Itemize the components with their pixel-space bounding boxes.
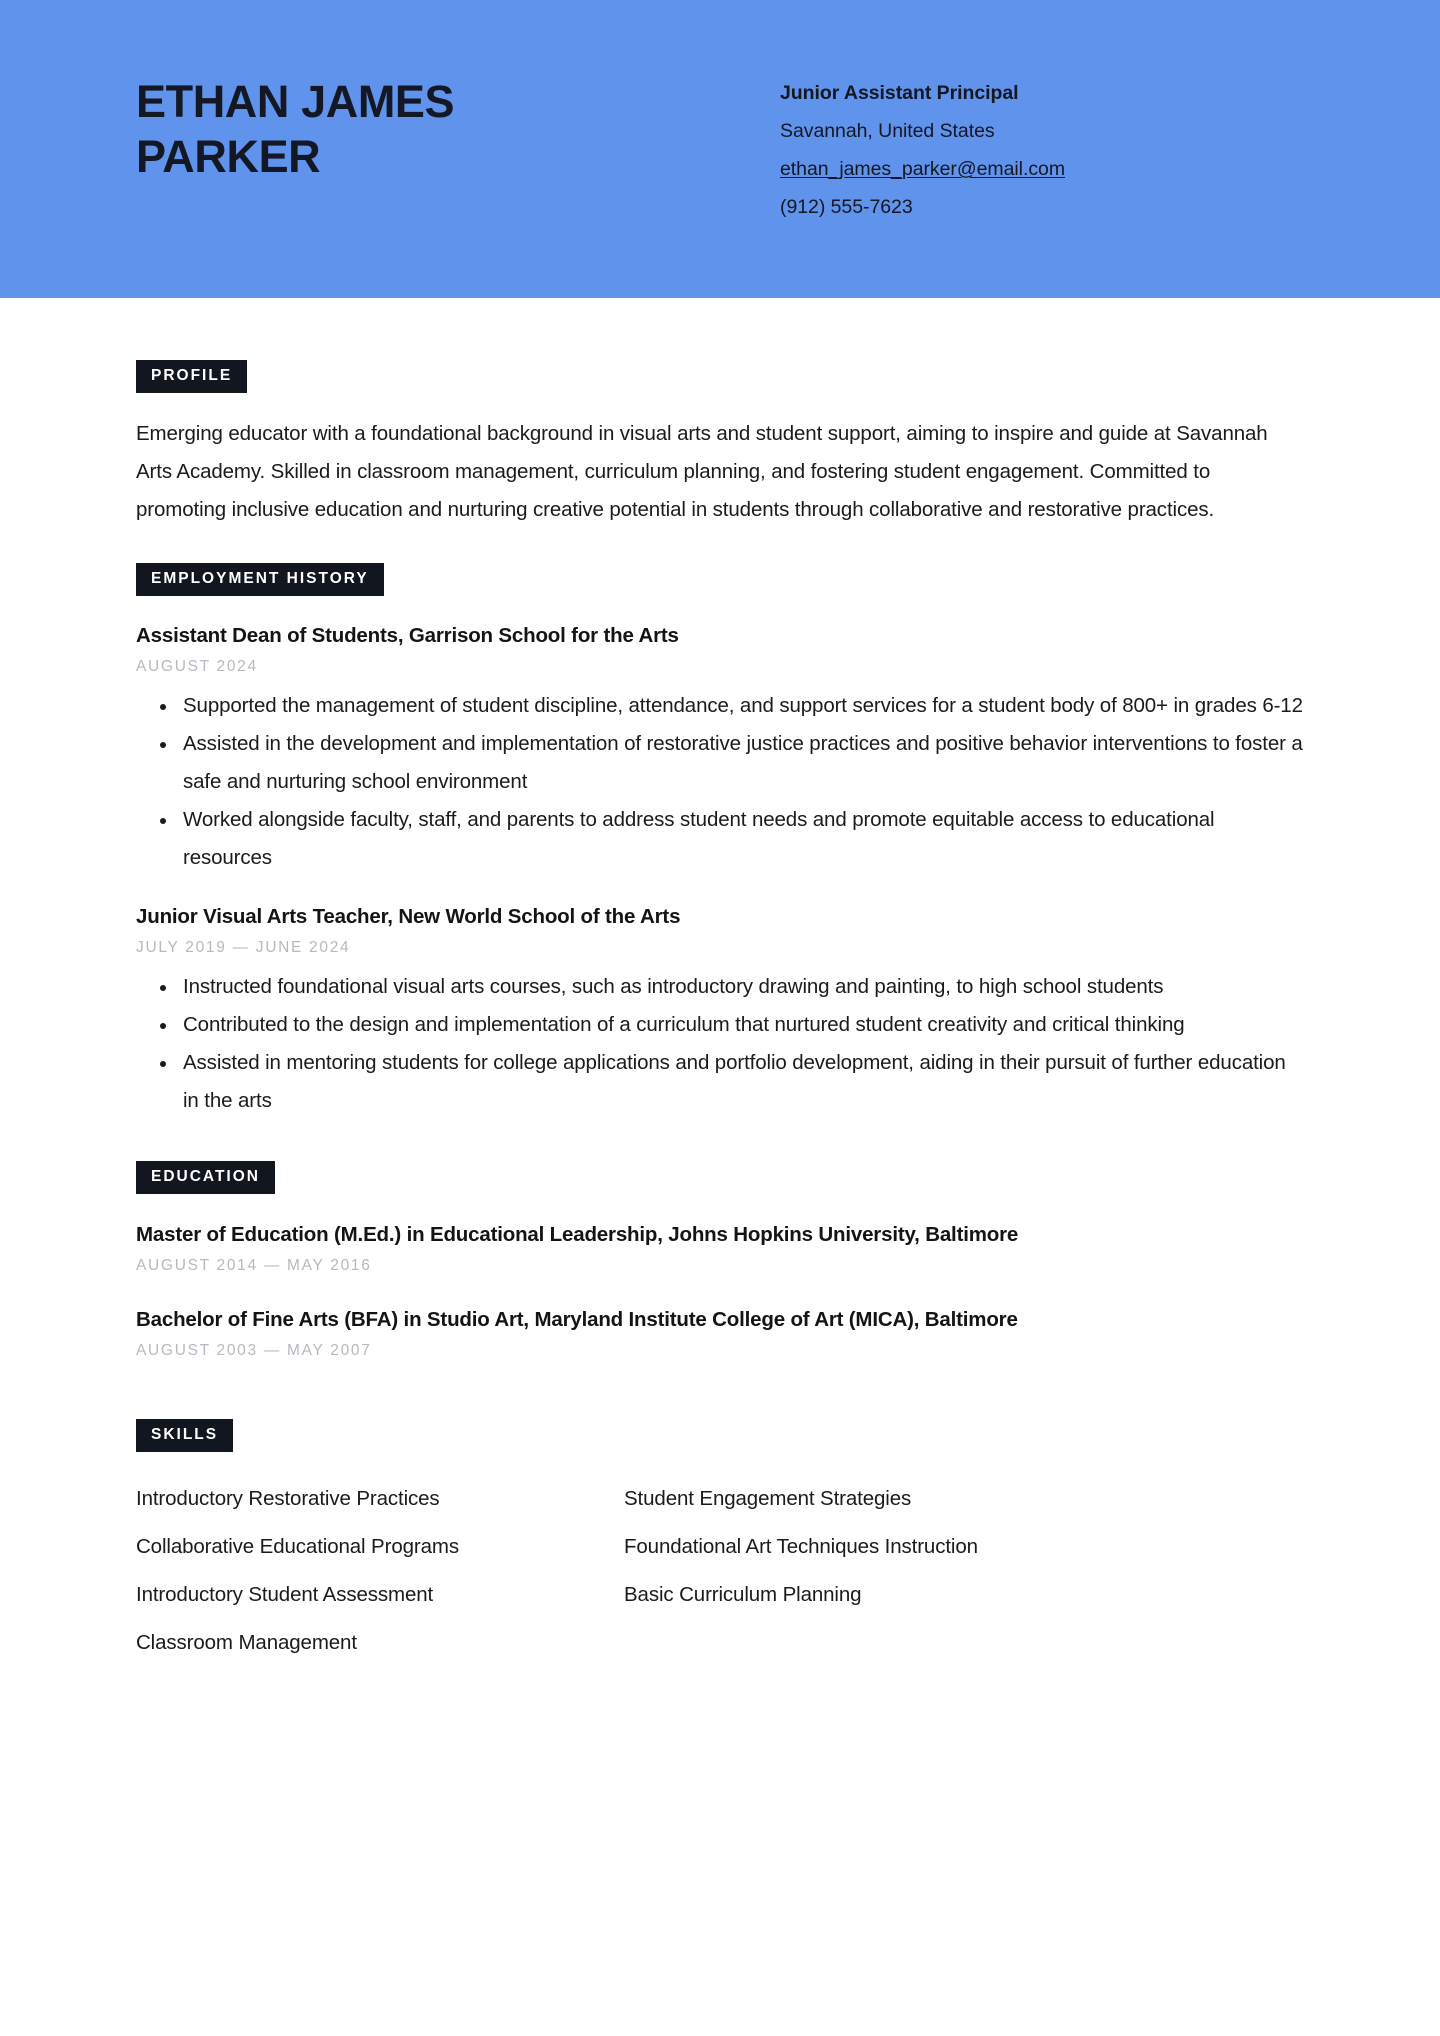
list-item: Assisted in the development and implementation of restorative justice practices and positive behavior interventions to foster a safe and nurturing school environment <box>183 725 1303 801</box>
candidate-name <box>136 74 556 184</box>
employment-entry-bullets <box>136 968 1304 1120</box>
section-profile <box>136 360 1304 529</box>
section-badge-employment-history: EMPLOYMENT HISTORY <box>136 563 384 596</box>
list-item: Worked alongside faculty, staff, and parents to address student needs and promote equitable access to educational resources <box>183 801 1303 877</box>
section-badge-skills: SKILLS <box>136 1419 233 1452</box>
education-entry-date: AUGUST 2014 — MAY 2016 <box>136 1257 372 1274</box>
skill-item: Introductory Restorative Practices <box>136 1487 440 1510</box>
profile-summary-text: Emerging educator with a foundational background in visual arts and student support, aiming to inspire and guide at Savannah Arts Academy. Skilled in classroom management, curriculum planning, and fostering student engagement. Committed to promoting inclusive education and nurturing creative potential in students through collaborative and restorative practices. <box>136 422 1268 521</box>
skill-item: Foundational Art Techniques Instruction <box>624 1535 978 1558</box>
header-inner <box>0 0 1440 298</box>
skill-item: Classroom Management <box>136 1631 357 1654</box>
section-employment-history <box>136 563 1304 1120</box>
skills-grid <box>136 1475 1304 1667</box>
education-entry-date: AUGUST 2003 — MAY 2007 <box>136 1342 372 1359</box>
employment-entry-date: AUGUST 2024 <box>136 658 258 675</box>
list-item: Assisted in mentoring students for college applications and portfolio development, aiding in their pursuit of further education in the arts <box>183 1044 1303 1120</box>
employment-entry <box>136 903 1304 1120</box>
employment-entry-bullets <box>136 687 1304 877</box>
candidate-name-line-1: ETHAN JAMES <box>136 76 455 127</box>
employment-entry-title: Junior Visual Arts Teacher, New World School of the Arts <box>136 905 681 928</box>
section-badge-profile: PROFILE <box>136 360 247 393</box>
list-item: Instructed foundational visual arts courses, such as introductory drawing and painting, to high school students <box>183 968 1303 1006</box>
contact-phone: (912) 555-7623 <box>780 196 913 218</box>
education-entry-title: Bachelor of Fine Arts (BFA) in Studio Art, Maryland Institute College of Art (MICA), Baltimore <box>136 1308 1018 1331</box>
contact-location: Savannah, United States <box>780 120 995 142</box>
education-entry-title: Master of Education (M.Ed.) in Educational Leadership, Johns Hopkins University, Baltimore <box>136 1223 1019 1246</box>
contact-email-row <box>780 150 1340 188</box>
contact-details <box>780 74 1340 226</box>
candidate-name-line-2: PARKER <box>136 131 321 182</box>
employment-entry-title: Assistant Dean of Students, Garrison School for the Arts <box>136 624 679 647</box>
section-education <box>136 1161 1304 1361</box>
skill-item: Student Engagement Strategies <box>624 1487 912 1510</box>
resume-header-banner <box>0 0 1440 298</box>
employment-entry <box>136 622 1304 877</box>
skill-item: Basic Curriculum Planning <box>624 1583 862 1606</box>
skill-item: Introductory Student Assessment <box>136 1583 434 1606</box>
skill-item-empty <box>624 1619 1304 1667</box>
section-skills <box>136 1419 1304 1667</box>
education-entry <box>136 1221 1304 1276</box>
list-item: Contributed to the design and implementation of a curriculum that nurtured student creativity and critical thinking <box>183 1006 1303 1044</box>
skill-item: Collaborative Educational Programs <box>136 1535 459 1558</box>
list-item: Supported the management of student discipline, attendance, and support services for a student body of 800+ in grades 6-12 <box>183 687 1303 725</box>
employment-entry-date: JULY 2019 — JUNE 2024 <box>136 939 351 956</box>
resume-body <box>0 298 1440 1667</box>
education-entry <box>136 1306 1304 1361</box>
section-badge-education: EDUCATION <box>136 1161 275 1194</box>
contact-email-link[interactable]: ethan_james_parker@email.com <box>780 158 1066 180</box>
contact-job-title: Junior Assistant Principal <box>780 82 1019 104</box>
